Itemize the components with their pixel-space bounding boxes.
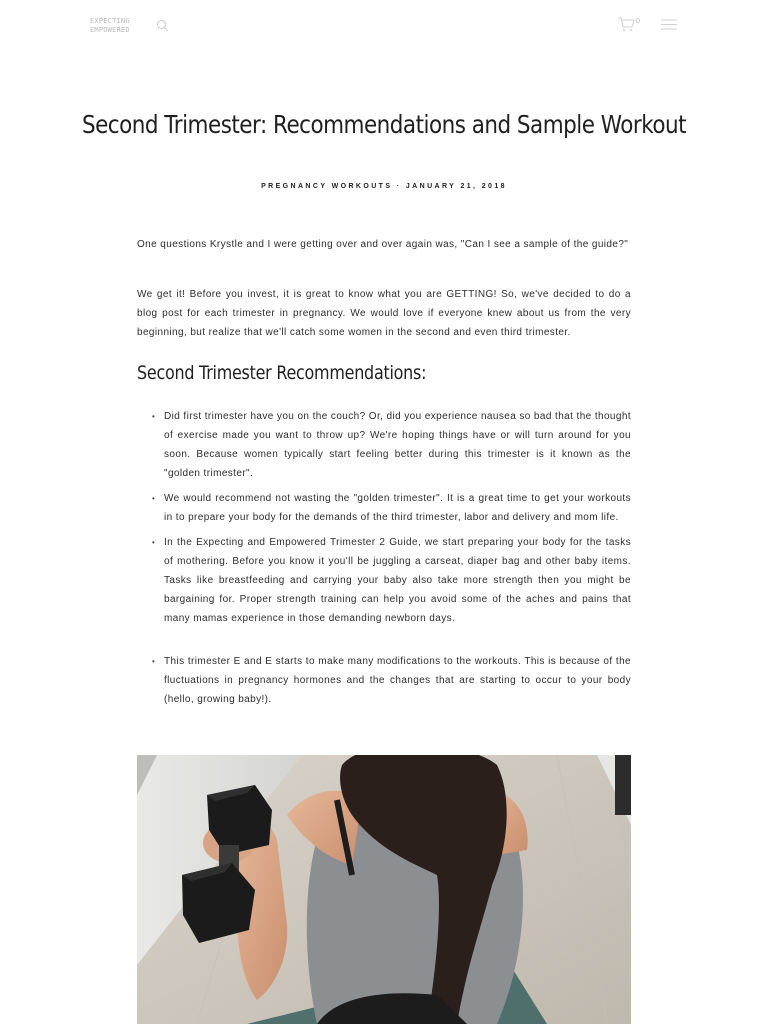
post-date: JANUARY 21, 2018 (405, 183, 507, 190)
list-item: • In the Expecting and Empowered Trimester 2 Guide, we start preparing your body for the tasks of mothering. Before you know it you'll be juggling a carseat, diaper bag and other baby items. Tasks like breastfeeding and carrying your baby also take more strength then you might be bargaining for. Proper strength training can help you avoid some of the aches and pains that many mamas experience in those demanding newborn days. (137, 533, 631, 628)
site-logo[interactable] (90, 17, 150, 37)
list-item: • We would recommend not wasting the "golden trimester". It is a great time to get your workouts in to prepare your body for the demands of the third trimester, labor and delivery and mom life. (137, 489, 631, 527)
category-link[interactable]: PREGNANCY WORKOUTS (261, 183, 393, 190)
search-icon[interactable] (156, 19, 169, 32)
recommendations-list (137, 407, 631, 715)
workout-photo (137, 755, 631, 1024)
body-paragraph: We get it! Before you invest, it is great to know what you are GETTING! So, we've decided to do a blog post for each trimester in pregnancy. We would love if everyone knew about us from the very beginning, but realize that we'll catch some women in the second and even third trimester. (137, 289, 631, 338)
article-meta (0, 183, 768, 190)
site-header (0, 0, 768, 50)
list-item: • This trimester E and E starts to make many modifications to the workouts. This is because of the fluctuations in pregnancy hormones and the changes that are starting to occur to your body (hello, growing baby!). (137, 652, 631, 709)
meta-separator: · (392, 183, 406, 190)
cart-icon[interactable] (617, 16, 635, 32)
menu-icon[interactable] (660, 18, 678, 31)
section-heading: Second Trimester Recommendations: (137, 362, 427, 384)
cart-count: 0 (636, 18, 640, 25)
logo-line-2: EMPOWERED (90, 26, 130, 34)
intro-paragraph: One questions Krystle and I were getting over and over again was, "Can I see a sample of the guide?" (137, 239, 629, 250)
article-title: Second Trimester: Recommendations and Sample Workout (81, 110, 687, 139)
list-item: • Did first trimester have you on the couch? Or, did you experience nausea so bad that the thought of exercise made you want to throw up? We're hoping things have or will turn around for you soon. Because women typically start feeling better during this trimester is it known as the "golden trimester". (137, 407, 631, 483)
logo-line-1: EXPECTING (90, 17, 130, 25)
